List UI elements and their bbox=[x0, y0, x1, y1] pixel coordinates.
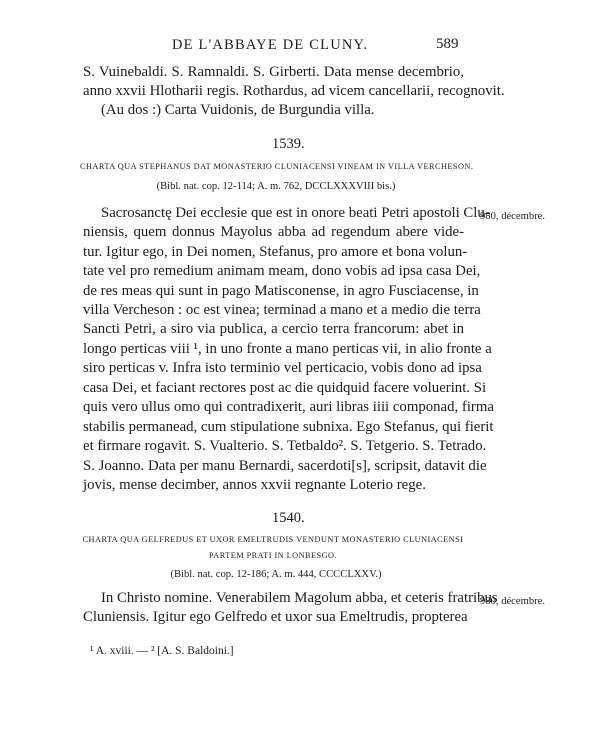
text-line: casa Dei, et faciant rectores post ac die quidquid facere voluerint. Si bbox=[83, 380, 487, 396]
charter-title-continued: PARTEM PRATI IN LONBESGO. bbox=[209, 551, 337, 560]
text-line: anno xxvii Hlotharii regis. Rothardus, ad vicem cancellarii, recognovit. bbox=[83, 83, 505, 99]
text-line: siro perticas v. Infra isto terminio vel perticacio, vobis dono ad ipsa bbox=[83, 360, 482, 376]
running-title: DE L'ABBAYE DE CLUNY. bbox=[172, 37, 369, 53]
text-line: S. Vuinebaldi. S. Ramnaldi. S. Girberti. Data mense decembrio, bbox=[83, 64, 464, 80]
footnotes: ¹ A. xviii. — ² [A. S. Baldoini.] bbox=[90, 645, 234, 657]
text-line: In Christo nomine. Venerabilem Magolum abba, et ceteris fratribus bbox=[101, 590, 498, 606]
page-number: 589 bbox=[436, 36, 459, 52]
margin-date: 980, décembre. bbox=[480, 596, 546, 607]
text-line: tur. Igitur ego, in Dei nomen, Stefanus, pro amore et bona volun- bbox=[83, 244, 468, 260]
charter-number: 1540. bbox=[272, 510, 305, 526]
text-line: villa Vercheson : oc est vinea; terminad a mano et a medio die terra bbox=[83, 302, 481, 318]
text-line: S. Joanno. Data per manu Bernardi, sacerdoti[s], scripsit, datavit die bbox=[83, 458, 487, 474]
text-line: (Au dos :) Carta Vuidonis, de Burgundia villa. bbox=[101, 102, 375, 118]
charter-source: (Bibl. nat. cop. 12-186; A. m. 444, CCCCLXXV.) bbox=[170, 569, 382, 580]
margin-date: 980, décembre. bbox=[480, 211, 546, 222]
charter-title: CHARTA QUA GELFREDUS ET UXOR EMELTRUDIS VENDUNT MONASTERIO CLUNIACENSI bbox=[82, 535, 464, 544]
text-line: tate vel pro remedium animam meam, dono vobis ad ipsa casa Dei, bbox=[83, 263, 481, 279]
charter-title: CHARTA QUA STEPHANUS DAT MONASTERIO CLUNIACENSI VINEAM IN VILLA VERCHESON. bbox=[80, 162, 474, 171]
text-line: Sacrosanctę Dei ecclesie que est in onore beati Petri apostoli Clu- bbox=[101, 205, 490, 221]
text-line: stabilis permanead, cum stipulatione subnixa. Ego Stefanus, qui fierit bbox=[83, 419, 494, 435]
text-line: Sancti Petri, a siro via publica, a cercio terra francorum: abet in bbox=[83, 321, 464, 337]
text-line: longo perticas viii ¹, in uno fronte a mano perticas vii, in alio fronte a bbox=[83, 341, 492, 357]
text-line: jovis, mense decimber, annos xxvii regnante Loterio rege. bbox=[83, 477, 426, 493]
text-line: Cluniensis. Igitur ego Gelfredo et uxor sua Emeltrudis, propterea bbox=[83, 609, 468, 625]
text-line: quis vero ullus omo qui contradixerit, auri libras iiii componad, firma bbox=[83, 399, 494, 415]
text-line: niensis, quem donnus Mayolus abba ad regendum abere vide- bbox=[83, 224, 464, 240]
charter-source: (Bibl. nat. cop. 12-114; A. m. 762, DCCLXXXVIII bis.) bbox=[156, 181, 396, 192]
text-line: de res meas qui sunt in pago Matisconense, in agro Fusciacense, in bbox=[83, 283, 479, 299]
charter-number: 1539. bbox=[272, 136, 305, 152]
text-line: et firmare rogavit. S. Vualterio. S. Tetbaldo². S. Tetgerio. S. Tetrado. bbox=[83, 438, 487, 454]
